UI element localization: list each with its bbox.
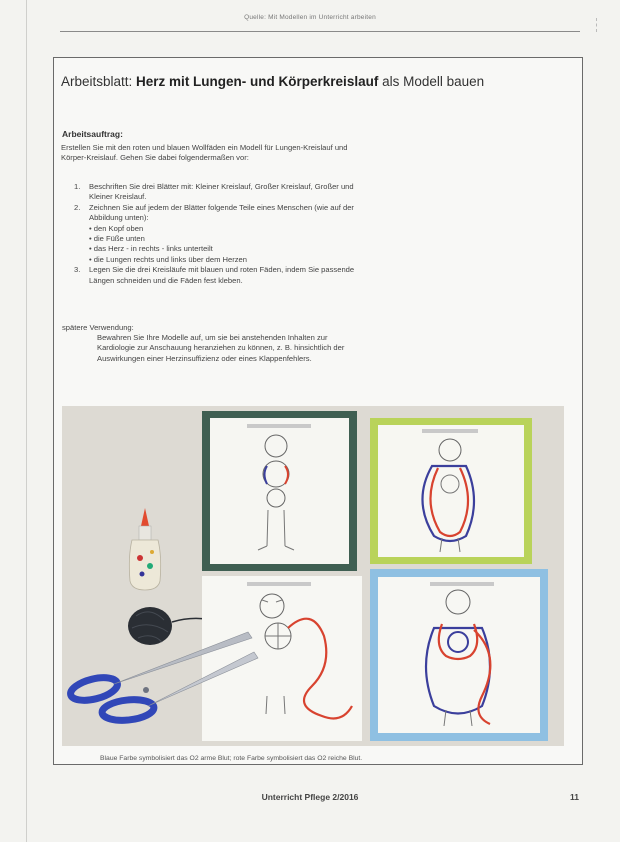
sheet-large-circulation bbox=[370, 418, 532, 564]
step-text: Beschriften Sie drei Blätter mit: Kleiner Kreislauf, Großer Kreislauf, Großer und Kleiner Kreislauf. bbox=[89, 182, 354, 202]
assignment-steps bbox=[74, 182, 370, 286]
list-item: • das Herz - in rechts - links unterteilt bbox=[89, 244, 213, 254]
model-photo bbox=[62, 406, 564, 746]
header-divider bbox=[60, 31, 580, 32]
sheet-small-circulation bbox=[202, 411, 357, 571]
journal-footer: Unterricht Pflege 2/2016 bbox=[261, 792, 359, 802]
step-number: 1. bbox=[74, 182, 81, 191]
model-photo-illustration bbox=[62, 406, 564, 746]
list-item: • die Lungen rechts und links über dem Herzen bbox=[89, 254, 248, 264]
assignment-label: Arbeitsauftrag: bbox=[62, 129, 123, 139]
title-prefix: Arbeitsblatt: bbox=[61, 74, 137, 89]
assignment-intro: Erstellen Sie mit den roten und blauen Wollfäden ein Modell für Lungen-Kreislauf und Körper-Kreislauf. Gehen Sie dabei folgendermaßen vor: bbox=[61, 143, 348, 163]
list-item: • die Füße unten bbox=[89, 234, 145, 244]
source-header: Quelle: Mit Modellen im Unterricht arbeiten bbox=[244, 14, 376, 21]
later-use-text: Bewahren Sie Ihre Modelle auf, um sie bei anstehenden Inhalten zur Kardiologie zur Anschauung heranziehen zu können, z. B. hinsichtlich der Auswirkungen einer Herzinsuffizienz oder eines Klappenfehlers. bbox=[97, 333, 345, 363]
title-suffix: als Modell bauen bbox=[378, 74, 485, 89]
step-text: Zeichnen Sie auf jedem der Blätter folgende Teile eines Menschen (wie auf der Abbildung unten): bbox=[89, 202, 354, 223]
step-text: Legen Sie die drei Kreisläufe mit blauen und roten Fäden, indem Sie passende Längen schneiden und die Fäden fest kleben. bbox=[89, 265, 355, 285]
later-use-label: spätere Verwendung: bbox=[62, 323, 134, 332]
list-item: • den Kopf oben bbox=[89, 223, 144, 233]
title-bold: Herz mit Lungen- und Körperkreislauf bbox=[136, 74, 379, 89]
worksheet-title bbox=[61, 74, 484, 89]
step-2 bbox=[74, 203, 370, 265]
step-number: 2. bbox=[74, 202, 81, 212]
step-3 bbox=[74, 265, 370, 286]
step-number: 3. bbox=[74, 265, 81, 275]
body-parts-list bbox=[89, 224, 370, 266]
page-number: 11 bbox=[570, 792, 579, 802]
binding-edge-line bbox=[26, 0, 27, 842]
photo-caption: Blaue Farbe symbolisiert das O2 arme Blut; rote Farbe symbolisiert das O2 reiche Blut. bbox=[100, 755, 363, 762]
sheet-both-circulations bbox=[370, 569, 548, 741]
sheet-combined-plain bbox=[202, 576, 362, 741]
step-1 bbox=[74, 182, 370, 203]
